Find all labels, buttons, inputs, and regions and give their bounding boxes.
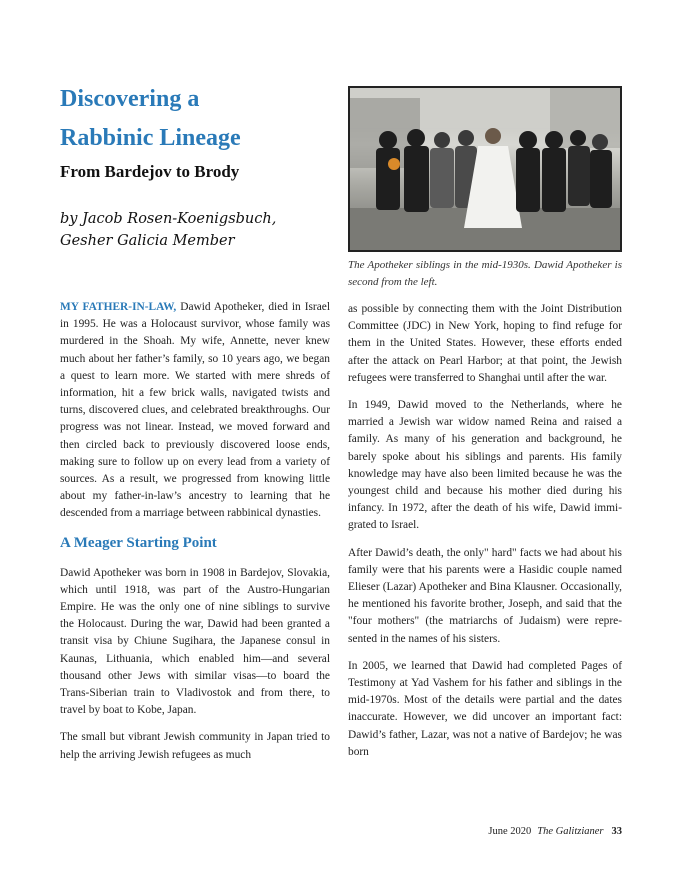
article-subtitle: From Bardejov to Brody <box>60 162 240 181</box>
paragraph: After Dawid’s death, the only" hard" facts we had about his family were that his parents were a Hasidic couple named Elieser (Lazar) Apotheker and Bina Klausner. Occasionally, he mentioned his favorite brother, Joseph, and said that the "four mothers" (the matriarchs of Judaism) were represented in the names of his sisters. <box>348 546 622 645</box>
page-footer <box>488 826 622 837</box>
title-line-2: Rabbinic Lineage <box>60 125 241 151</box>
byline-affiliation: Gesher Galicia Member <box>60 233 235 249</box>
photo-caption: The Apotheker siblings in the mid-1930s. Dawid Apotheker is second from the left. <box>348 259 622 288</box>
right-column <box>348 301 622 771</box>
photo-illustration <box>350 88 620 250</box>
paragraph: as possible by connecting them with the Joint Distribution Committee (JDC) in New York, hoping to find refuge for them in the United States. However, these efforts ended after the attack on Pearl Harbor; at that point, the Jewish refugees were transferred to Shanghai until after the war. <box>348 303 622 384</box>
left-column <box>60 299 330 774</box>
issue-date: June 2020 <box>488 826 532 837</box>
paragraph: The small but vibrant Jewish community in Japan tried to help the arriving Jewish refugees as much <box>60 731 330 761</box>
title-line-1: Discovering a <box>60 86 200 112</box>
lead-in: MY FATHER-IN-LAW, <box>60 301 177 313</box>
byline-author: by Jacob Rosen-Koenigsbuch, <box>60 211 277 227</box>
section-heading: A Meager Starting Point <box>60 534 217 551</box>
paragraph-text: Dawid Apotheker, died in Israel in 1995. He was a Holocaust survivor, whose family was murdered in the Shoah. My wife, Annette, never knew much about her father’s family, so 10 years ago, we began a quest to learn more. We started with mere shreds of information, hit a few brick walls, navigated twists and turns, discovered clues, and celebrated breakthroughs. Our progress was not linear. Instead, we moved forward and then circled back to previously discovered loose ends, making sure to follow up on every lead from a variety of sources. As a result, we progressed from knowing little about my father-in-law’s ancestry to learning that he descended from a marriage between rabbinical dynasties. <box>60 301 330 520</box>
article-title <box>60 80 330 158</box>
paragraph: Dawid Apotheker was born in 1908 in Bardejov, Slovakia, which until 1918, was part of the Austro-Hungarian Empire. He was the only one of nine siblings to survive the Holocaust. During the war, Dawid had been granted a transit visa by Chiune Sugihara, the Japanese consul in Kaunas, Lithuania, which enabled him—and several thousand other Jews with similar visas—to board the Trans-Siberian train to Vladivostok and from there, to travel by boat to Kobe, Japan. <box>60 566 330 717</box>
family-photo <box>348 86 622 252</box>
article-byline <box>60 208 330 252</box>
paragraph: In 2005, we learned that Dawid had completed Pages of Testimony at Yad Vashem for his father and siblings in the mid-1970s. Most of the details were partial and the dates inaccurate. However, we did uncover an important fact: Dawid’s father, Lazar, was not a native of Bardejov; he was born <box>348 659 622 758</box>
magazine-name: The Galitzianer <box>537 826 604 837</box>
paragraph: In 1949, Dawid moved to the Netherlands, where he married a Jewish war widow named Reina and raised a family. As many of his generation and background, he barely spoke about his siblings and parents. His family knowledge may have also been limited because he was the youngest child and because his mother died during his infancy. In 1972, after the death of his wife, Dawid immigrated to Israel. <box>348 399 622 532</box>
paragraph <box>60 299 330 523</box>
page-number: 33 <box>611 826 622 837</box>
